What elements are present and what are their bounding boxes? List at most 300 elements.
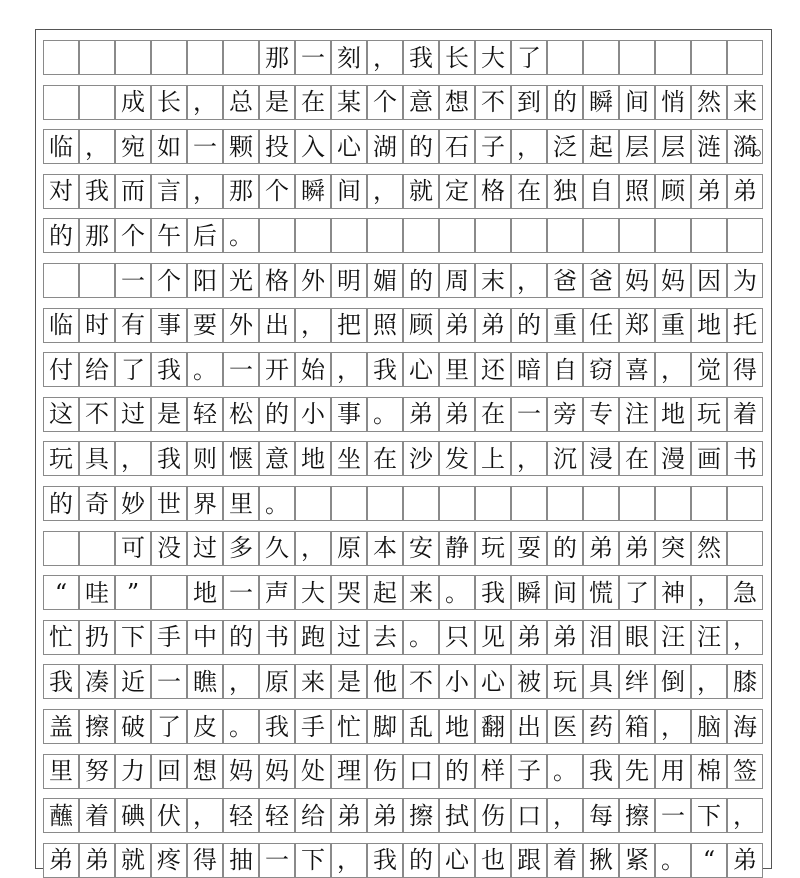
- grid-cell: ，: [115, 441, 151, 476]
- grid-cell: 光: [223, 263, 259, 298]
- grid-cell: 忙: [331, 709, 367, 744]
- grid-cell: 本: [367, 531, 403, 566]
- grid-cell: [79, 263, 115, 298]
- grid-cell: 一: [151, 664, 187, 699]
- grid-cell: 泪: [583, 620, 619, 655]
- grid-cell: [619, 40, 655, 75]
- grid-cell: 。: [223, 709, 259, 744]
- grid-cell: 被: [511, 664, 547, 699]
- grid-row: [43, 620, 763, 655]
- title-char-cell: 那: [259, 40, 295, 75]
- grid-cell: 奇: [79, 486, 115, 521]
- grid-row: [43, 441, 763, 476]
- grid-row: [43, 85, 763, 120]
- grid-cell: [403, 486, 439, 521]
- grid-cell: 弟: [367, 798, 403, 833]
- grid-cell: 我: [583, 754, 619, 789]
- grid-row: [43, 352, 763, 387]
- grid-cell: 乱: [403, 709, 439, 744]
- grid-cell: 要: [187, 308, 223, 343]
- grid-row: [43, 174, 763, 209]
- grid-cell: 喜: [619, 352, 655, 387]
- grid-cell: 不: [475, 85, 511, 120]
- grid-cell: 悄: [655, 85, 691, 120]
- grid-cell: 个: [151, 263, 187, 298]
- grid-cell: 大: [295, 575, 331, 610]
- grid-cell: 浸: [583, 441, 619, 476]
- grid-cell: ，: [511, 263, 547, 298]
- grid-cell: 注: [619, 397, 655, 432]
- grid-cell: 倒: [655, 664, 691, 699]
- grid-cell: 就: [403, 174, 439, 209]
- grid-cell: ，: [295, 308, 331, 343]
- grid-cell: 重: [655, 308, 691, 343]
- grid-cell: [475, 486, 511, 521]
- grid-cell: 疼: [151, 843, 187, 878]
- grid-cell: [79, 40, 115, 75]
- grid-cell: 到: [511, 85, 547, 120]
- grid-cell: 的: [403, 129, 439, 164]
- grid-cell: 没: [151, 531, 187, 566]
- grid-cell: 慌: [583, 575, 619, 610]
- title-char-cell: ，: [367, 40, 403, 75]
- grid-cell: 层: [619, 129, 655, 164]
- title-char-cell: 刻: [331, 40, 367, 75]
- grid-row: [43, 709, 763, 744]
- grid-cell: ，: [691, 575, 727, 610]
- grid-cell: 箱: [619, 709, 655, 744]
- grid-cell: 漪: [727, 129, 763, 164]
- grid-cell: 也: [475, 843, 511, 878]
- grid-cell: 突: [655, 531, 691, 566]
- grid-cell: 然: [691, 531, 727, 566]
- grid-cell: 医: [547, 709, 583, 744]
- grid-cell: 下: [295, 843, 331, 878]
- grid-cell: 地: [691, 308, 727, 343]
- grid-cell: 上: [475, 441, 511, 476]
- grid-row: [43, 754, 763, 789]
- grid-cell: 始: [295, 352, 331, 387]
- grid-cell: 凑: [79, 664, 115, 699]
- grid-cell: 定: [439, 174, 475, 209]
- grid-cell: 久: [259, 531, 295, 566]
- grid-cell: [367, 218, 403, 253]
- grid-cell: 妈: [259, 754, 295, 789]
- grid-row: [43, 308, 763, 343]
- grid-cell: [583, 40, 619, 75]
- grid-cell: 意: [403, 85, 439, 120]
- grid-cell: [655, 40, 691, 75]
- grid-cell: 棉: [691, 754, 727, 789]
- grid-cell: [187, 40, 223, 75]
- grid-cell: 小: [439, 664, 475, 699]
- grid-cell: 明: [331, 263, 367, 298]
- grid-cell: 投: [259, 129, 295, 164]
- grid-cell: 间: [331, 174, 367, 209]
- grid-cell: [151, 575, 187, 610]
- grid-cell: [43, 85, 79, 120]
- grid-cell: 的: [223, 620, 259, 655]
- grid-cell: 付: [43, 352, 79, 387]
- grid-cell: 郑: [619, 308, 655, 343]
- grid-cell: 的: [403, 263, 439, 298]
- grid-cell: [439, 486, 475, 521]
- grid-cell: 了: [115, 352, 151, 387]
- grid-cell: 坐: [331, 441, 367, 476]
- grid-cell: 着: [547, 843, 583, 878]
- grid-cell: 玩: [475, 531, 511, 566]
- grid-cell: 里: [439, 352, 475, 387]
- grid-cell: 后: [187, 218, 223, 253]
- grid-cell: 耍: [511, 531, 547, 566]
- grid-cell: [727, 40, 763, 75]
- grid-cell: [43, 531, 79, 566]
- grid-cell: 来: [403, 575, 439, 610]
- grid-cell: 。: [439, 575, 475, 610]
- grid-cell: 界: [187, 486, 223, 521]
- grid-cell: 在: [367, 441, 403, 476]
- grid-cell: 专: [583, 397, 619, 432]
- grid-cell: 瞬: [511, 575, 547, 610]
- grid-cell: 见: [475, 620, 511, 655]
- grid-cell: 那: [223, 174, 259, 209]
- grid-cell: 地: [655, 397, 691, 432]
- grid-cell: 顾: [403, 308, 439, 343]
- grid-cell: 给: [79, 352, 115, 387]
- grid-cell: 在: [511, 174, 547, 209]
- grid-cell: 脚: [367, 709, 403, 744]
- grid-cell: 轻: [259, 798, 295, 833]
- grid-cell: ，: [223, 664, 259, 699]
- grid-cell: 的: [259, 397, 295, 432]
- grid-cell: 末: [475, 263, 511, 298]
- grid-cell: 处: [295, 754, 331, 789]
- grid-cell: 想: [187, 754, 223, 789]
- composition-grid-paper: [35, 29, 777, 875]
- grid-cell: 具: [583, 664, 619, 699]
- grid-cell: 重: [547, 308, 583, 343]
- grid-cell: 间: [619, 85, 655, 120]
- grid-cell: 外: [295, 263, 331, 298]
- grid-cell: 世: [151, 486, 187, 521]
- title-char-cell: 我: [403, 40, 439, 75]
- grid-cell: 我: [79, 174, 115, 209]
- grid-cell: 的: [403, 843, 439, 878]
- grid-cell: 不: [403, 664, 439, 699]
- grid-cell: ，: [655, 709, 691, 744]
- grid-cell: 过: [187, 531, 223, 566]
- grid-cell: 心: [475, 664, 511, 699]
- grid-cell: 临: [43, 129, 79, 164]
- grid-cell: 样: [475, 754, 511, 789]
- grid-cell: 起: [367, 575, 403, 610]
- grid-cell: [295, 486, 331, 521]
- grid-cell: 一: [511, 397, 547, 432]
- grid-cell: [727, 218, 763, 253]
- grid-cell: 的: [439, 754, 475, 789]
- grid-cell: 这: [43, 397, 79, 432]
- grid-row: [43, 798, 763, 833]
- grid-cell: 长: [151, 85, 187, 120]
- grid-cell: 。: [367, 397, 403, 432]
- grid-cell: 然: [691, 85, 727, 120]
- grid-cell: 就: [115, 843, 151, 878]
- grid-cell: 是: [259, 85, 295, 120]
- grid-cell: 妙: [115, 486, 151, 521]
- grid-cell: [223, 40, 259, 75]
- grid-cell: 近: [115, 664, 151, 699]
- grid-cell: 给: [295, 798, 331, 833]
- grid-cell: 如: [151, 129, 187, 164]
- grid-cell: 弟: [619, 531, 655, 566]
- grid-cell: 周: [439, 263, 475, 298]
- grid-cell: 口: [511, 798, 547, 833]
- grid-cell: ，: [331, 352, 367, 387]
- grid-cell: 爸: [583, 263, 619, 298]
- grid-cell: 泛: [547, 129, 583, 164]
- grid-cell: 皮: [187, 709, 223, 744]
- grid-cell: 他: [367, 664, 403, 699]
- grid-cell: 弟: [475, 308, 511, 343]
- grid-cell: ，: [187, 174, 223, 209]
- grid-cell: 照: [367, 308, 403, 343]
- grid-cell: 的: [43, 486, 79, 521]
- grid-cell: 独: [547, 174, 583, 209]
- grid-cell: 发: [439, 441, 475, 476]
- grid-cell: 中: [187, 620, 223, 655]
- grid-cell: 沙: [403, 441, 439, 476]
- grid-cell: 去: [367, 620, 403, 655]
- grid-cell: 可: [115, 531, 151, 566]
- grid-cell: 扔: [79, 620, 115, 655]
- grid-cell: 脑: [691, 709, 727, 744]
- grid-cell: [655, 218, 691, 253]
- grid-cell: 觉: [691, 352, 727, 387]
- grid-cell: 我: [151, 441, 187, 476]
- grid-cell: 我: [475, 575, 511, 610]
- grid-cell: 。: [655, 843, 691, 878]
- grid-cell: 手: [295, 709, 331, 744]
- grid-cell: 。: [403, 620, 439, 655]
- grid-cell: 顾: [655, 174, 691, 209]
- grid-cell: 理: [331, 754, 367, 789]
- grid-cell: 一: [655, 798, 691, 833]
- grid-cell: 擦: [403, 798, 439, 833]
- grid-cell: 伏: [151, 798, 187, 833]
- grid-cell: 力: [115, 754, 151, 789]
- grid-cell: 蘸: [43, 798, 79, 833]
- grid-cell: 想: [439, 85, 475, 120]
- grid-cell: 还: [475, 352, 511, 387]
- grid-cell: 不: [79, 397, 115, 432]
- grid-cell: 旁: [547, 397, 583, 432]
- grid-cell: 我: [367, 843, 403, 878]
- grid-cell: 。: [187, 352, 223, 387]
- grid-cell: 个: [259, 174, 295, 209]
- grid-cell: 因: [691, 263, 727, 298]
- grid-cell: 惬: [223, 441, 259, 476]
- grid-cell: 弟: [403, 397, 439, 432]
- grid-cell: ，: [727, 798, 763, 833]
- grid-cell: 瞬: [583, 85, 619, 120]
- grid-cell: 对: [43, 174, 79, 209]
- grid-cell: 汪: [655, 620, 691, 655]
- grid-cell: 小: [295, 397, 331, 432]
- grid-cell: 轻: [223, 798, 259, 833]
- grid-cell: 一: [115, 263, 151, 298]
- grid-cell: [691, 218, 727, 253]
- grid-cell: 弟: [583, 531, 619, 566]
- grid-cell: 的: [547, 531, 583, 566]
- grid-cell: 翻: [475, 709, 511, 744]
- grid-cell: 下: [115, 620, 151, 655]
- grid-row: [43, 575, 763, 610]
- grid-cell: 的: [511, 308, 547, 343]
- grid-cell: [475, 218, 511, 253]
- grid-cell: 。: [223, 218, 259, 253]
- grid-cell: 一: [259, 843, 295, 878]
- grid-cell: 神: [655, 575, 691, 610]
- grid-cell: 外: [223, 308, 259, 343]
- grid-cell: 伤: [367, 754, 403, 789]
- grid-cell: ，: [727, 620, 763, 655]
- grid-cell: [547, 218, 583, 253]
- grid-cell: 药: [583, 709, 619, 744]
- grid-cell: 入: [295, 129, 331, 164]
- grid-cell: 口: [403, 754, 439, 789]
- grid-cell: 哇: [79, 575, 115, 610]
- grid-cell: [403, 218, 439, 253]
- grid-cell: 托: [727, 308, 763, 343]
- grid-cell: 是: [331, 664, 367, 699]
- grid-cell: 涟: [691, 129, 727, 164]
- grid-cell: 总: [223, 85, 259, 120]
- grid-cell: [43, 263, 79, 298]
- grid-cell: 擦: [79, 709, 115, 744]
- grid-cell: 事: [151, 308, 187, 343]
- grid-cell: 妈: [619, 263, 655, 298]
- grid-cell: 某: [331, 85, 367, 120]
- grid-cell: ，: [187, 798, 223, 833]
- grid-cell: 在: [295, 85, 331, 120]
- title-char-cell: 一: [295, 40, 331, 75]
- grid-cell: 里: [223, 486, 259, 521]
- grid-cell: 的: [547, 85, 583, 120]
- grid-cell: 里: [43, 754, 79, 789]
- grid-cell: 手: [151, 620, 187, 655]
- grid-cell: [115, 40, 151, 75]
- grid-cell: 了: [151, 709, 187, 744]
- grid-cell: [331, 486, 367, 521]
- grid-cell: 我: [367, 352, 403, 387]
- grid-cell: 努: [79, 754, 115, 789]
- grid-cell: 安: [403, 531, 439, 566]
- grid-cell: 海: [727, 709, 763, 744]
- grid-cell: 自: [547, 352, 583, 387]
- grid-cell: 地: [439, 709, 475, 744]
- grid-cell: 我: [259, 709, 295, 744]
- grid-cell: 在: [619, 441, 655, 476]
- grid-cell: “: [43, 575, 79, 610]
- grid-cell: 我: [151, 352, 187, 387]
- grid-cell: 原: [331, 531, 367, 566]
- grid-cell: 弟: [43, 843, 79, 878]
- grid-cell: [691, 40, 727, 75]
- grid-cell: 层: [655, 129, 691, 164]
- grid-cell: [43, 40, 79, 75]
- grid-cell: 子: [475, 129, 511, 164]
- grid-cell: 跑: [295, 620, 331, 655]
- grid-cell: 出: [259, 308, 295, 343]
- grid-cell: 玩: [43, 441, 79, 476]
- overflow-punctuation: 。: [753, 132, 777, 161]
- grid-cell: 擦: [619, 798, 655, 833]
- grid-cell: 紧: [619, 843, 655, 878]
- grid-cell: 言: [151, 174, 187, 209]
- grid-cell: 抽: [223, 843, 259, 878]
- grid-cell: ，: [295, 531, 331, 566]
- grid-cell: 弟: [691, 174, 727, 209]
- grid-cell: 在: [475, 397, 511, 432]
- grid-cell: 破: [115, 709, 151, 744]
- grid-cell: 跟: [511, 843, 547, 878]
- grid-cell: “: [691, 843, 727, 878]
- grid-cell: 轻: [187, 397, 223, 432]
- grid-cell: 暗: [511, 352, 547, 387]
- grid-cell: 盖: [43, 709, 79, 744]
- grid-cell: 子: [511, 754, 547, 789]
- grid-cell: 爸: [547, 263, 583, 298]
- grid-row: [43, 664, 763, 699]
- grid-cell: 漫: [655, 441, 691, 476]
- grid-cell: [655, 486, 691, 521]
- grid-cell: 声: [259, 575, 295, 610]
- grid-cell: [511, 486, 547, 521]
- grid-cell: 书: [259, 620, 295, 655]
- grid-cell: ，: [331, 843, 367, 878]
- grid-cell: 弟: [79, 843, 115, 878]
- grid-cell: 先: [619, 754, 655, 789]
- grid-cell: 为: [727, 263, 763, 298]
- grid-cell: 沉: [547, 441, 583, 476]
- grid-cell: 开: [259, 352, 295, 387]
- grid-cell: [439, 218, 475, 253]
- grid-cell: 忙: [43, 620, 79, 655]
- grid-cell: 碘: [115, 798, 151, 833]
- grid-row: [43, 129, 777, 164]
- grid-cell: [691, 486, 727, 521]
- grid-cell: ，: [79, 129, 115, 164]
- grid-cell: ，: [367, 174, 403, 209]
- grid-cell: 松: [223, 397, 259, 432]
- grid-cell: 玩: [547, 664, 583, 699]
- grid-cell: 地: [295, 441, 331, 476]
- grid-cell: 颗: [223, 129, 259, 164]
- grid-cell: 地: [187, 575, 223, 610]
- grid-cell: 心: [331, 129, 367, 164]
- grid-row: [43, 263, 763, 298]
- grid-cell: 那: [79, 218, 115, 253]
- grid-cell: 弟: [331, 798, 367, 833]
- grid-cell: 宛: [115, 129, 151, 164]
- grid-cell: 只: [439, 620, 475, 655]
- grid-cell: 每: [583, 798, 619, 833]
- grid-cell: ，: [655, 352, 691, 387]
- grid-cell: 起: [583, 129, 619, 164]
- grid-cell: [331, 218, 367, 253]
- grid-cell: 回: [151, 754, 187, 789]
- grid-cell: [151, 40, 187, 75]
